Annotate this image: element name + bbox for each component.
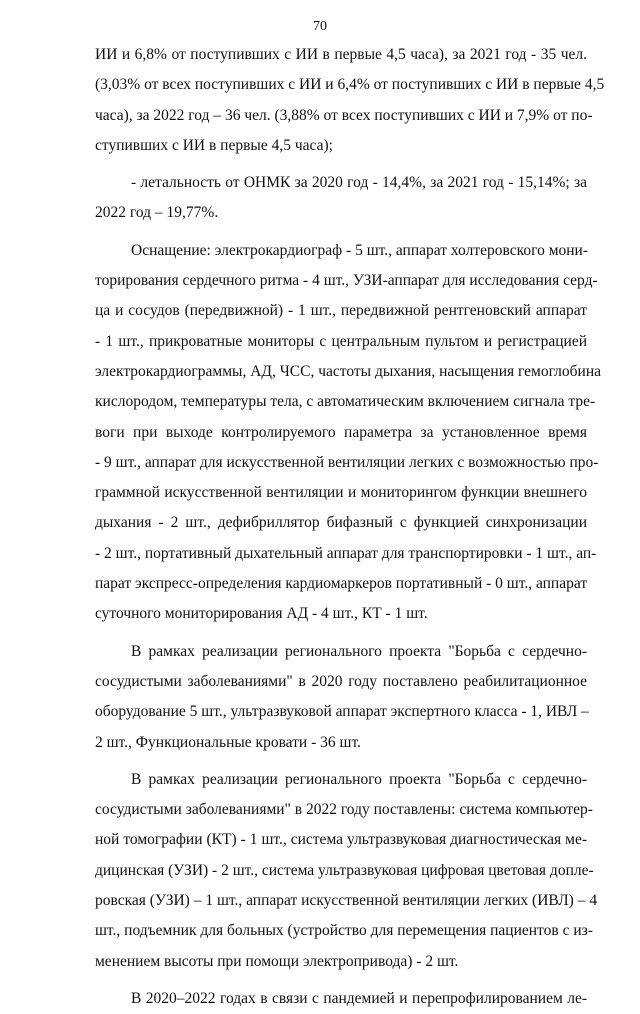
text-line: ИИ и 6,8% от поступивших с ИИ в первые 4,5 часа), за 2021 год - 35 чел.: [95, 46, 587, 63]
text-line: торирования сердечного ритма - 4 шт., УЗИ-аппарат для исследования серд-: [95, 272, 598, 290]
text-line: ступивших с ИИ в первые 4,5 часа);: [95, 136, 333, 154]
text-line: - 1 шт., прикроватные мониторы с центральным пультом и регистрацией: [95, 332, 587, 350]
paragraph-gap: [95, 977, 587, 984]
text-line: парат экспресс-определения кардиомаркеров портативный - 0 шт., аппарат: [95, 575, 588, 593]
text-line: - летальность от ОНМК за 2020 год - 14,4%, за 2021 год - 15,14%; за: [131, 174, 587, 192]
text-line: ной томографии (КТ) - 1 шт., система ультразвуковая диагностическая ме-: [95, 831, 587, 849]
paragraph-gap: [95, 229, 587, 236]
text-line: воги при выходе контролируемого параметра за установленное время: [95, 423, 587, 441]
text-line: ца и сосудов (передвижной) - 1 шт., передвижной рентгеновский аппарат: [95, 302, 587, 320]
text-line: В рамках реализации регионального проекта "Борьба с сердечно-: [131, 642, 587, 660]
text-line: суточного мониторирования АД - 4 шт., КТ - 1 шт.: [95, 605, 428, 623]
text-line: ровская (УЗИ) – 1 шт., аппарат искусственной вентиляции легких (ИВЛ) – 4: [95, 892, 598, 910]
text-line: В 2020–2022 годах в связи с пандемией и перепрофилированием ле-: [131, 989, 587, 1007]
paragraph-gap: [95, 161, 587, 168]
text-line: шт., подъемник для больных (устройство для перемещения пациентов с из-: [95, 922, 593, 940]
text-line: сосудистыми заболеваниями" в 2020 году поставлено реабилитационное: [95, 672, 587, 690]
text-line: сосудистыми заболеваниями" в 2022 году поставлены: система компьютер-: [95, 801, 593, 819]
text-line: В рамках реализации регионального проекта "Борьба с сердечно-: [131, 770, 587, 788]
text-line: (3,03% от всех поступивших с ИИ и 6,4% от поступивших с ИИ в первые 4,5: [95, 76, 605, 94]
paragraph-gap: [95, 758, 587, 765]
text-line: дицинская (УЗИ) - 2 шт., система ультразвуковая цифровая цветовая допле-: [95, 861, 594, 879]
paragraph-gap: [95, 630, 587, 637]
text-line: Оснащение: электрокардиограф - 5 шт., аппарат холтеровского мони-: [131, 241, 589, 259]
text-line: 2022 год – 19,77%.: [95, 204, 219, 222]
text-line: оборудование 5 шт., ультразвуковой аппарат экспертного класса - 1, ИВЛ –: [95, 703, 589, 721]
text-line: менением высоты при помощи электропривода) - 2 шт.: [95, 952, 459, 970]
text-line: дыхания - 2 шт., дефибриллятор бифазный с функцией синхронизации: [95, 514, 587, 532]
body-text: [95, 40, 605, 1014]
text-line: часа), за 2022 год – 36 чел. (3,88% от всех поступивших с ИИ и 7,9% от по-: [95, 106, 593, 124]
text-line: электрокардиограммы, АД, ЧСС, частоты дыхания, насыщения гемоглобина: [95, 362, 602, 380]
text-line: кислородом, температуры тела, с автоматическим включением сигнала тре-: [95, 393, 596, 411]
text-line: - 9 шт., аппарат для искусственной вентиляции легких с возможностью про-: [95, 453, 599, 471]
page-number: 70: [313, 19, 327, 34]
text-line: 2 шт., Функциональные кровати - 36 шт.: [95, 733, 361, 751]
text-line: граммной искусственной вентиляции и мониторингом функции внешнего: [95, 484, 587, 502]
text-line: - 2 шт., портативный дыхательный аппарат для транспортировки - 1 шт., ап-: [95, 544, 597, 562]
